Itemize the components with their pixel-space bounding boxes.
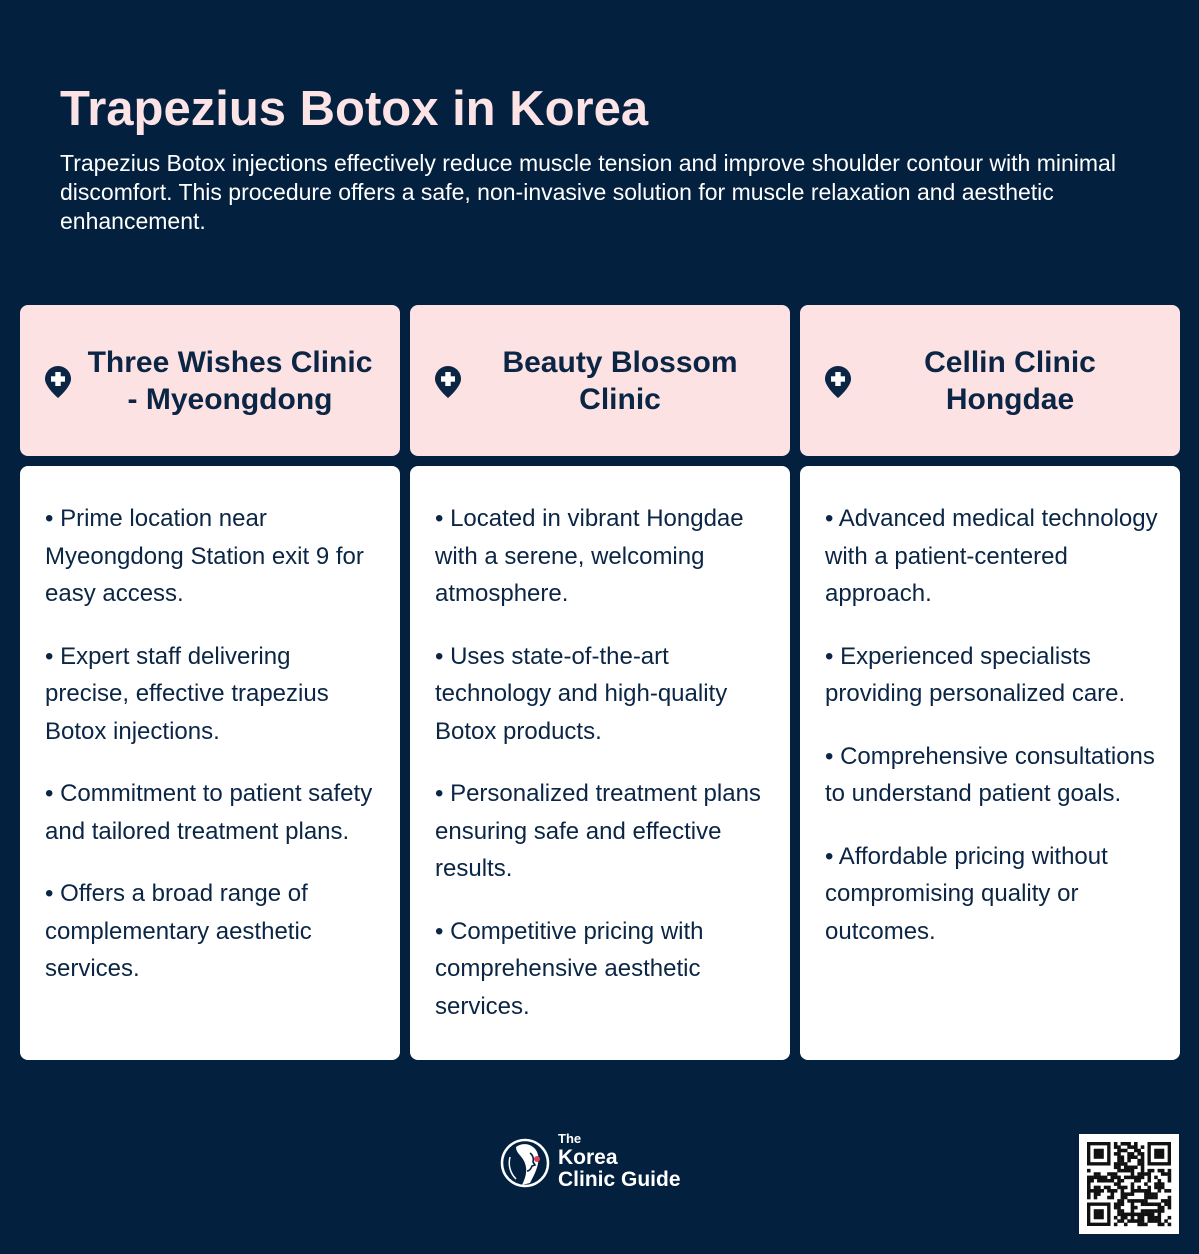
brand-korea: Korea — [558, 1146, 618, 1169]
clinic-details — [800, 466, 1180, 1060]
hero — [60, 78, 1150, 236]
medical-location-pin-icon — [434, 365, 462, 399]
medical-location-pin-icon — [824, 365, 852, 399]
brand-clinic-guide: Clinic Guide — [558, 1168, 681, 1191]
qr-code-icon — [1079, 1134, 1179, 1234]
intro-text: Trapezius Botox injections effectively reduce muscle tension and improve shoulder contour with minimal discomfort. This procedure offers a safe, non-invasive solution for muscle relaxation and aesthetic enhancement. — [60, 150, 1116, 234]
list-item: • Competitive pricing with comprehensive aesthetic services. — [435, 917, 704, 1020]
clinic-name: Three Wishes Clinic - Myeongdong — [87, 345, 373, 416]
list-item: • Offers a broad range of complementary aesthetic services. — [45, 880, 312, 982]
page-title: Trapezius Botox in Korea — [60, 82, 649, 136]
clinic-name: Beauty Blossom Clinic — [502, 345, 738, 416]
list-item: • Comprehensive consultations to understand patient goals. — [825, 742, 1155, 807]
clinic-column — [800, 305, 1180, 1060]
list-item: • Uses state-of-the-art technology and high-quality Botox products. — [435, 642, 728, 745]
brand-the: The — [558, 1131, 582, 1146]
clinic-name: Cellin Clinic Hongdae — [924, 345, 1096, 416]
woman-profile-logo-icon — [500, 1135, 550, 1189]
list-item: • Personalized treatment plans ensuring safe and effective results. — [435, 780, 761, 882]
list-item: • Located in vibrant Hongdae with a serene, welcoming atmosphere. — [435, 505, 744, 607]
clinic-header — [20, 305, 400, 456]
qr-code[interactable] — [1079, 1134, 1179, 1234]
clinic-details — [410, 466, 790, 1060]
clinic-header — [410, 305, 790, 456]
list-item: • Affordable pricing without compromising quality or outcomes. — [825, 842, 1108, 945]
clinic-column — [20, 305, 400, 1060]
clinic-header — [800, 305, 1180, 456]
clinic-cards — [20, 305, 1180, 1060]
clinic-details — [20, 466, 400, 1060]
brand-wordmark — [558, 1132, 681, 1191]
list-item: • Prime location near Myeongdong Station exit 9 for easy access. — [45, 505, 364, 607]
list-item: • Experienced specialists providing personalized care. — [825, 642, 1126, 707]
list-item: • Advanced medical technology with a patient-centered approach. — [825, 505, 1158, 607]
brand-logo[interactable] — [500, 1132, 681, 1191]
medical-location-pin-icon — [44, 365, 72, 399]
list-item: • Commitment to patient safety and tailored treatment plans. — [45, 780, 373, 845]
clinic-column — [410, 305, 790, 1060]
list-item: • Expert staff delivering precise, effective trapezius Botox injections. — [45, 642, 329, 745]
